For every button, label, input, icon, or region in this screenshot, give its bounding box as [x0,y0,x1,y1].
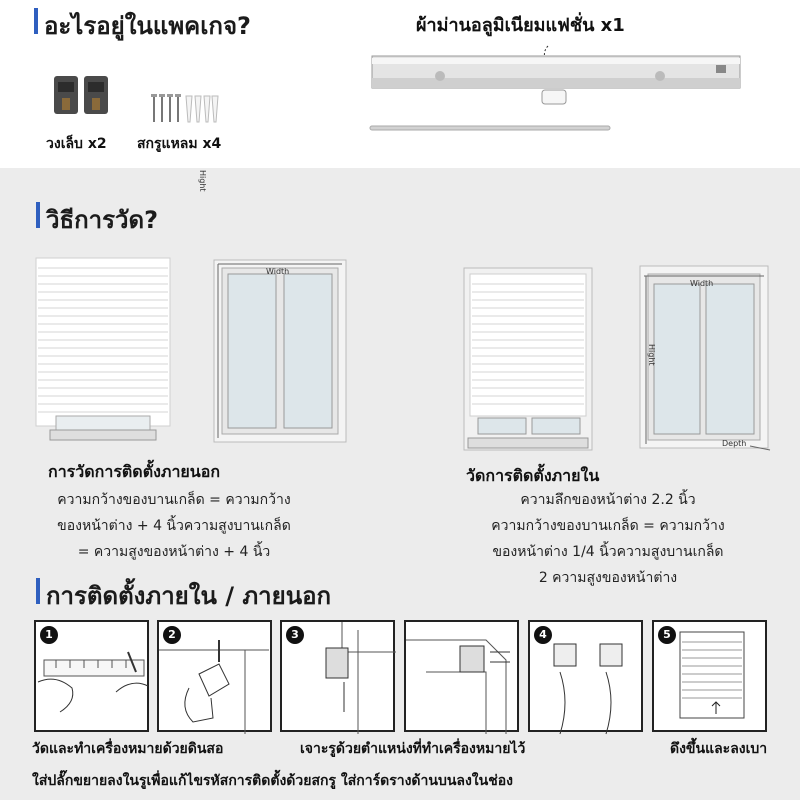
step-3-box [280,620,395,732]
outside-width-label: Width [266,267,290,276]
inside-line-4: 2 ความสูงของหน้าต่าง [538,570,678,586]
outside-blind-illustration [36,258,170,442]
step-5-number: 5 [658,626,676,644]
step-3b-box [404,620,519,732]
outside-description [34,487,314,565]
inside-line-1: ความลึกของหน้าต่าง 2.2 นิ้ว [520,492,696,508]
step-2-number: 2 [163,626,181,644]
step-4-box [528,620,643,732]
step-4-number: 4 [534,626,552,644]
inside-title: วัดการติดตั้งภายใน [466,466,600,485]
step-text-2: ใส่ปลั๊กขยายลงในรูเพื่อแก้ไขรหัสการติดตั้งด้วยสกรู ใส่การ์ดรางด้านบนลงในช่อง [32,773,513,789]
step-1-number: 1 [40,626,58,644]
outside-line-3: = ความสูงของหน้าต่าง + 4 นิ้ว [77,544,271,560]
inside-description [466,487,750,591]
inside-depth-label: Depth [722,439,747,448]
outside-line-2: ของหน้าต่าง + 4 นิ้วความสูงบานเกล็ด [57,518,291,534]
install-title: การติดตั้งภายใน / ภายนอก [46,576,331,615]
outside-title: การวัดการติดตั้งภายนอก [48,462,221,481]
blind-headrail-image [366,40,746,140]
step-2-box [157,620,272,732]
bracket-side-icon [406,622,521,734]
step-1-box [34,620,149,732]
step-3-number: 3 [286,626,304,644]
step-text-1c: ดึงขึ้นและลงเบา [670,741,768,757]
package-title: อะไรอยู่ในแพคเกจ? [44,6,251,45]
inside-line-2: ความกว้างของบานเกล็ด = ความกว้าง [491,518,725,534]
bracket-image [50,72,112,118]
outside-height-label: Hight [198,170,207,192]
inside-blind-illustration [464,268,592,450]
step-text-1b: เจาะรูด้วยตำแหน่งที่ทำเครื่องหมายไว้ [300,741,526,757]
measure-title: วิธีการวัด? [46,200,158,239]
inside-window-illustration [640,266,772,452]
inside-height-label: Hight [647,344,656,366]
step-5-box [652,620,767,732]
step-text-1a: วัดและทำเครื่องหมายด้วยดินสอ [32,741,224,757]
screws-image [148,92,220,126]
screw-caption: สกรูแหลม x4 [137,136,222,152]
outside-window-illustration [198,170,346,442]
outside-line-1: ความกว้างของบานเกล็ด = ความกว้าง [57,492,291,508]
inside-width-label: Width [690,279,714,288]
inside-line-3: ของหน้าต่าง 1/4 นิ้วความสูงบานเกล็ด [492,544,724,560]
product-title: ผ้าม่านอลูมิเนียมแฟชั่น x1 [416,15,625,36]
bracket-caption: วงเล็บ x2 [46,136,107,152]
